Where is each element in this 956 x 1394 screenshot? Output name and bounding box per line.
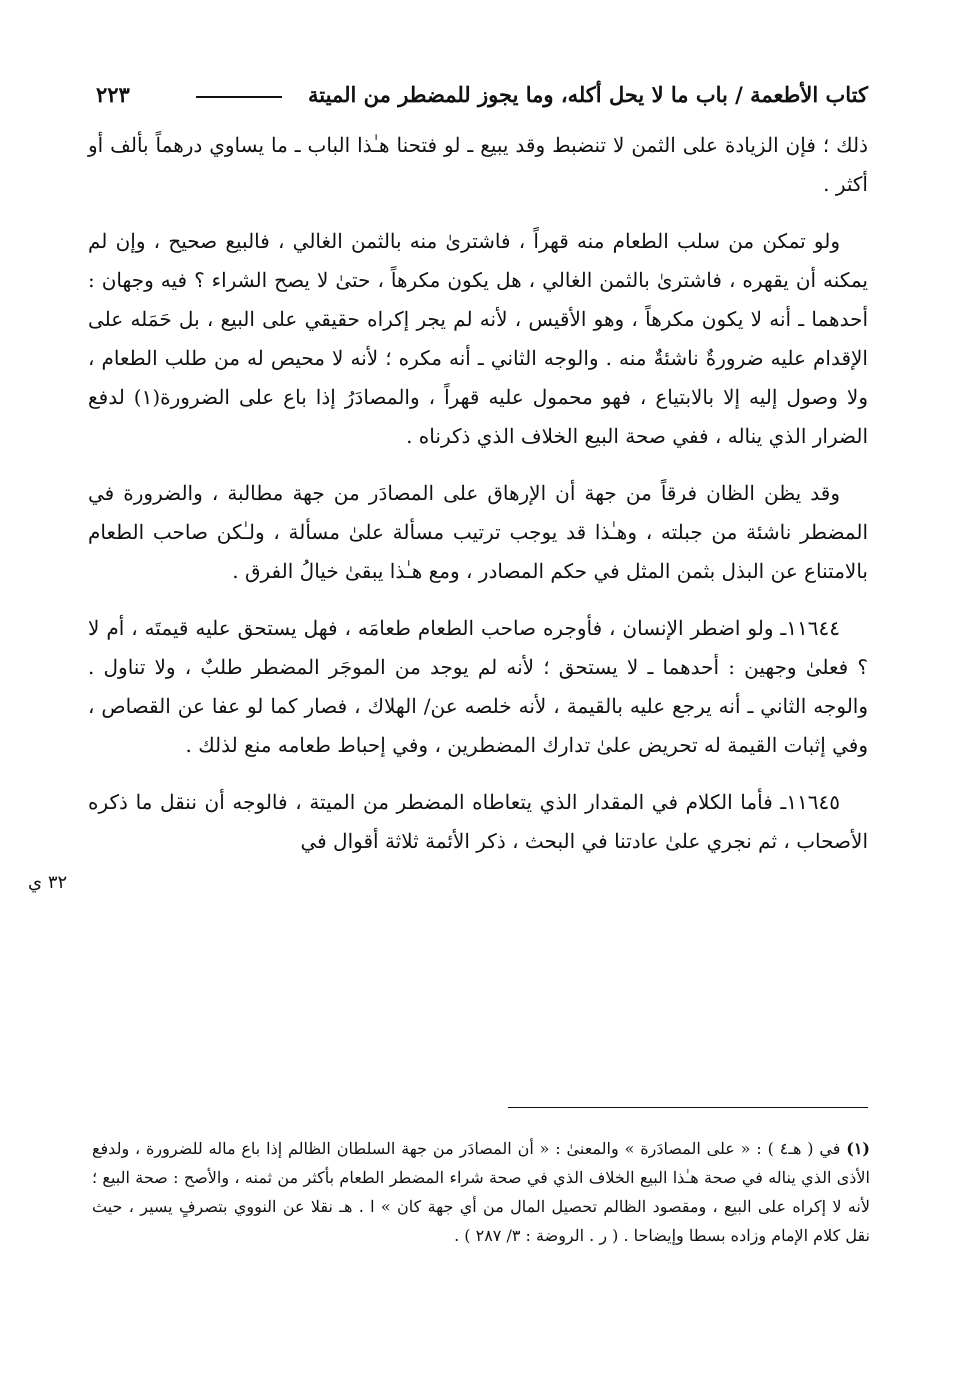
paragraph: ولو تمكن من سلب الطعام منه قهراً ، فاشترىٰ منه بالثمن الغالي ، فالبيع صحيح ، وإن لم يمكنه أن يقهره ، فاشترىٰ بالثمن الغالي ، هل يكون مكرهاً ، حتىٰ لا يصح الشراء ؟ فيه وجهان : أحدهما ـ أنه لا يكون مكرهاً ، وهو الأقيس ، لأنه لم يجر إكراه حقيقي على البيع ، بل حَمَله على الإقدام عليه ضرورةٌ ناشئةٌ منه . والوجه الثاني ـ أنه مكره ؛ لأنه لا محيص له من طلب الطعام ، ولا وصول إليه إلا بالابتياع ، فهو محمول عليه قهراً ، والمصادَرُ إذا باع على الضرورة(١) لدفع الضرار الذي يناله ، ففي صحة البيع الخلاف الذي ذكرناه .: [88, 229, 868, 448]
footnote-marker: (١): [846, 1139, 870, 1158]
footnote: [92, 1134, 870, 1250]
manuscript-margin-note: ٣٢ ي: [28, 872, 68, 893]
page-number: ٢٢٣: [96, 82, 130, 107]
paragraph: وقد يظن الظان فرقاً من جهة أن الإرهاق على المصادَر من جهة مطالبة ، والضرورة في المضطر ناشئة من جبلته ، وهـٰذا قد يوجب ترتيب مسألة علىٰ مسألة ، ولـٰكن صاحب الطعام بالامتناع عن البذل بثمن المثل في حكم المصادر ، ومع هـٰذا يبقىٰ خيالُ الفرق .: [88, 481, 868, 583]
paragraph-continuation: ذلك ؛ فإن الزيادة على الثمن لا تنضبط وقد يبيع ـ لو فتحنا هـٰذا الباب ـ ما يساوي درهماً بألف أو أكثر .: [88, 133, 868, 196]
paragraph-11645: ١١٦٤٥ـ فأما الكلام في المقدار الذي يتعاطاه المضطر من الميتة ، فالوجه أن ننقل ما ذكره الأصحاب ، ثم نجري علىٰ عادتنا في البحث ، ذكر الأئمة ثلاثة أقوال في: [88, 790, 868, 853]
main-text: [88, 126, 868, 861]
page-header: [96, 76, 868, 120]
running-title: كتاب الأطعمة / باب ما لا يحل أكله، وما يجوز للمضطر من الميتة: [308, 82, 868, 107]
footnote-divider: [508, 1107, 868, 1108]
paragraph-11644: ١١٦٤٤ـ ولو اضطر الإنسان ، فأوجره صاحب الطعام طعامَه ، فهل يستحق عليه قيمتَه ، أم لا ؟ فعلىٰ وجهين : أحدهما ـ لا يستحق ؛ لأنه لم يوجد من الموجَر المضطر طلبٌ ، ولا تناول . والوجه الثاني ـ أنه يرجع عليه بالقيمة ، لأنه خلصه عن/ الهلاك ، فصار كما لو عفا عن القصاص ، وفي إثبات القيمة له تحريض علىٰ تدارك المضطرين ، وفي إحباط طعامه منع لذلك .: [88, 616, 869, 757]
footnote-text: في ( هـ٤ ) : « على المصادَرة » والمعنىٰ : « أن المصادَر من جهة السلطان الظالم إذا باع ماله للضرورة ، ولدفع الأذى الذي يناله في صحة هـٰذا البيع الخلاف الذي في صحة شراء المضطر الطعام بأكثر من ثمنه ، والأصح : صحة البيع ؛ لأنه لا إكراه على البيع ، ومقصود الظالم تحصيل المال من أي جهة كان » ا . هـ نقلا عن النووي بتصرفٍ يسير ، حيث نقل كلام الإمام وزاده بسطا وإيضاحا . ( ر . الروضة : ٣/ ٢٨٧ ) .: [92, 1139, 870, 1245]
header-rule: [196, 96, 282, 98]
